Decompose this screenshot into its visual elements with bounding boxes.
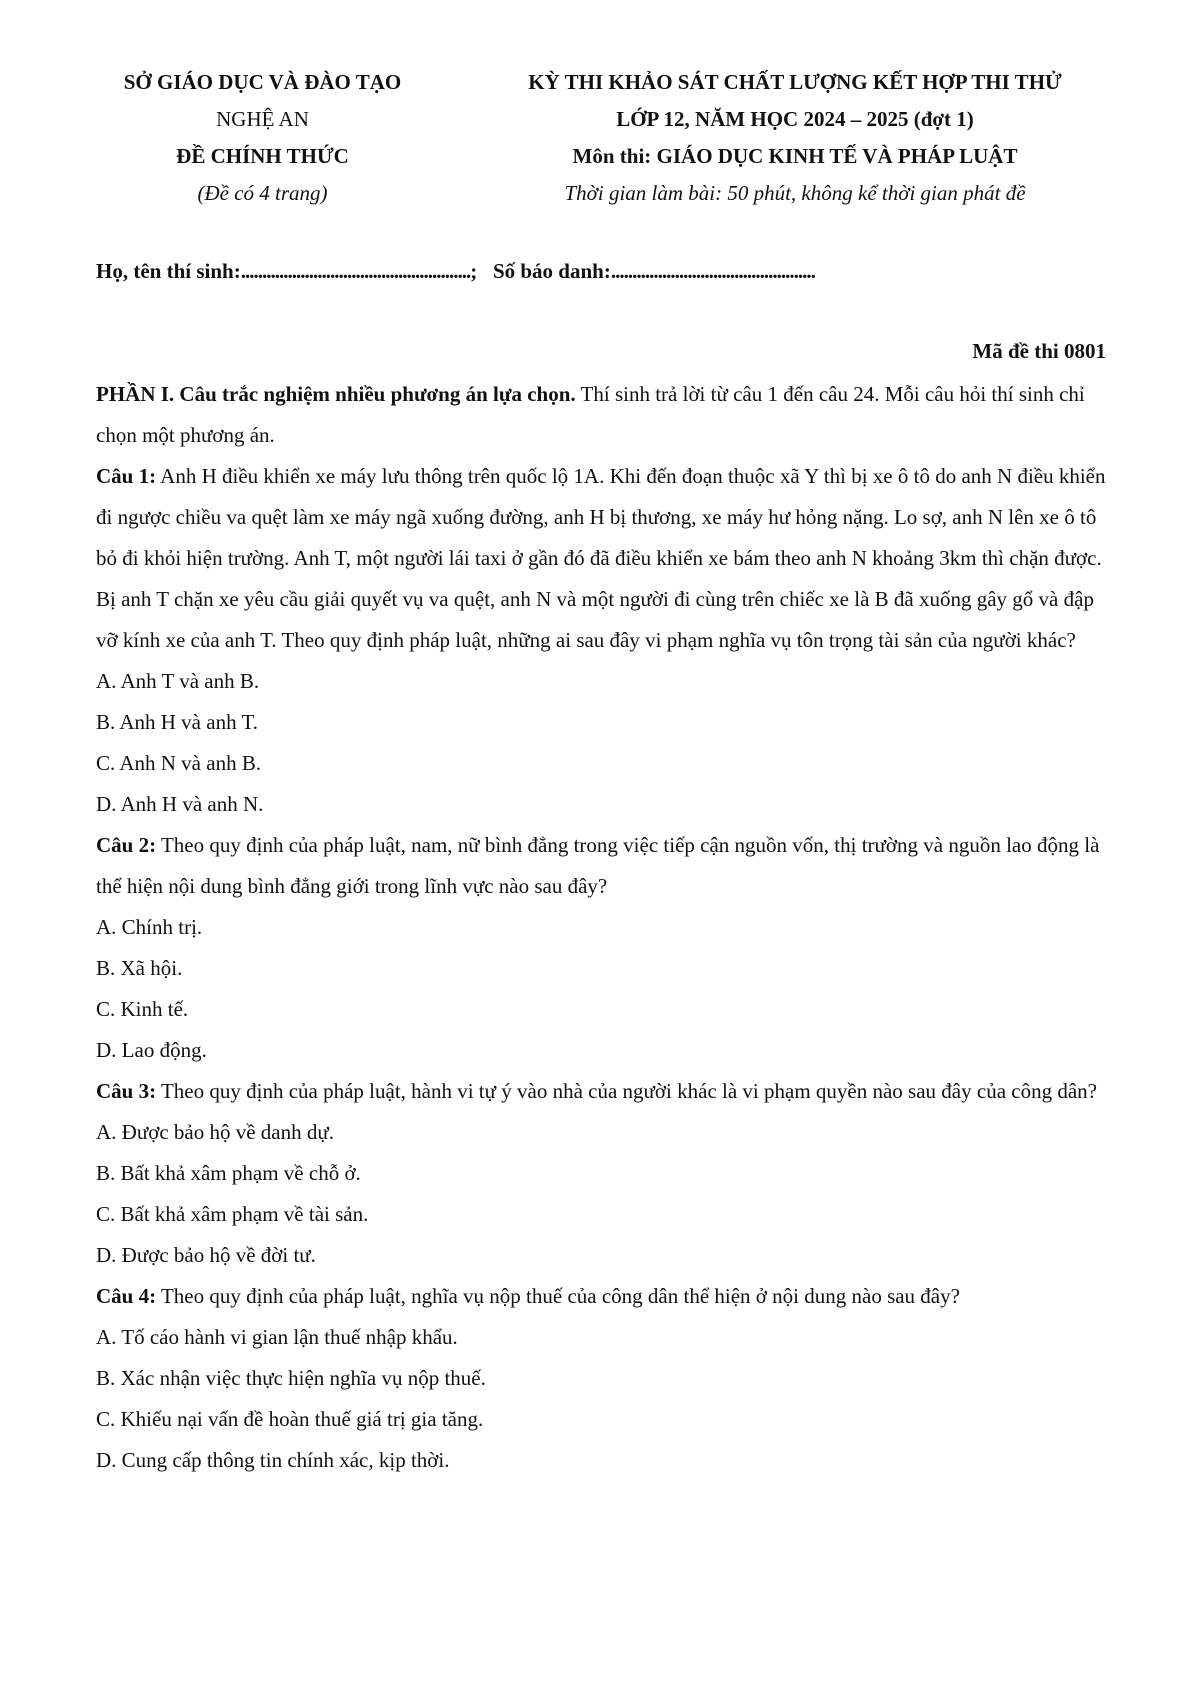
answer-option[interactable]: D. Anh H và anh N. [96,792,264,816]
answer-option[interactable]: C. Khiếu nại vấn đề hoàn thuế giá trị gia tăng. [96,1407,484,1431]
candidate-id-field[interactable]: ................................................ [610,259,815,283]
section-intro [96,374,1112,456]
question-label: Câu 2: [96,833,157,857]
answer-option[interactable]: B. Xã hội. [96,956,183,980]
answer-option[interactable]: C. Anh N và anh B. [96,751,262,775]
exam-code: Mã đề thi 0801 [972,339,1106,363]
exam-duration: Thời gian làm bài: 50 phút, không kể thời gian phát đề [564,181,1026,205]
exam-subject: Môn thi: GIÁO DỤC KINH TẾ VÀ PHÁP LUẬT [572,144,1018,168]
question-stem [96,825,1112,907]
page-count-note: (Đề có 4 trang) [197,181,328,205]
candidate-id-label: Số báo danh: [492,259,611,283]
exam-title: KỲ THI KHẢO SÁT CHẤT LƯỢNG KẾT HỢP THI THỬ [528,70,1062,94]
header-left [75,64,450,212]
answer-option[interactable]: C. Bất khả xâm phạm về tài sản. [96,1202,369,1226]
candidate-name-field[interactable]: ...................................................... [240,259,471,283]
answer-option[interactable]: B. Bất khả xâm phạm về chỗ ở. [96,1161,361,1185]
section-instruction: Thí sinh trả lời từ câu 1 đến câu 24. Mỗi câu hỏi thí sinh chỉ chọn một phương án. [96,382,1085,447]
question-label: Câu 4: [96,1284,157,1308]
exam-grade-year: LỚP 12, NĂM HỌC 2024 – 2025 (đợt 1) [616,107,974,131]
answer-option[interactable]: D. Được bảo hộ về đời tư. [96,1243,316,1267]
question-stem [96,1276,1112,1317]
question [96,825,1112,1071]
answer-option[interactable]: A. Tố cáo hành vi gian lận thuế nhập khẩu. [96,1325,458,1349]
exam-header [0,64,1190,214]
answer-option[interactable]: D. Cung cấp thông tin chính xác, kịp thời. [96,1448,450,1472]
answer-option[interactable]: A. Chính trị. [96,915,203,939]
question-text: Anh H điều khiển xe máy lưu thông trên quốc lộ 1A. Khi đến đoạn thuộc xã Y thì bị xe ô tô do anh N điều khiển đi ngược chiều va quệt làm xe máy ngã xuống đường, anh H bị thương, xe máy hư hỏng nặng. Lo sợ, anh N lên xe ô tô bỏ đi khỏi hiện trường. Anh T, một người lái taxi ở gần đó đã điều khiển xe bám theo anh N khoảng 3km thì chặn được. Bị anh T chặn xe yêu cầu giải quyết vụ va quệt, anh N và một người đi cùng trên chiếc xe là B đã xuống gây gổ và đập vỡ kính xe của anh T. Theo quy định pháp luật, những ai sau đây vi phạm nghĩa vụ tôn trọng tài sản của người khác? [96,464,1106,652]
question-stem [96,1071,1112,1112]
answer-option[interactable]: B. Anh H và anh T. [96,710,258,734]
question-text: Theo quy định của pháp luật, nghĩa vụ nộp thuế của công dân thể hiện ở nội dung nào sau đây? [156,1284,960,1308]
question [96,1071,1112,1276]
question [96,456,1112,825]
exam-body [96,374,1112,1481]
answer-option[interactable]: D. Lao động. [96,1038,207,1062]
section-title: PHẦN I. Câu trắc nghiệm nhiều phương án lựa chọn. [96,382,576,406]
candidate-name-label: Họ, tên thí sinh: [96,259,241,283]
question-text: Theo quy định của pháp luật, hành vi tự ý vào nhà của người khác là vi phạm quyền nào sau đây của công dân? [156,1079,1097,1103]
answer-option[interactable]: A. Anh T và anh B. [96,669,260,693]
question-label: Câu 1: [96,464,157,488]
question-stem [96,456,1112,661]
answer-option[interactable]: B. Xác nhận việc thực hiện nghĩa vụ nộp thuế. [96,1366,486,1390]
candidate-info [96,256,1106,286]
answer-option[interactable]: C. Kinh tế. [96,997,189,1021]
answer-option[interactable]: A. Được bảo hộ về danh dự. [96,1120,334,1144]
candidate-separator: ; [470,259,478,283]
department-name: SỞ GIÁO DỤC VÀ ĐÀO TẠO [123,70,402,94]
official-exam-label: ĐỀ CHÍNH THỨC [176,144,349,168]
province-name: NGHỆ AN [216,107,309,131]
question-label: Câu 3: [96,1079,157,1103]
question-text: Theo quy định của pháp luật, nam, nữ bình đẳng trong việc tiếp cận nguồn vốn, thị trường và nguồn lao động là thể hiện nội dung bình đẳng giới trong lĩnh vực nào sau đây? [96,833,1100,898]
question [96,1276,1112,1481]
header-right [460,64,1130,212]
